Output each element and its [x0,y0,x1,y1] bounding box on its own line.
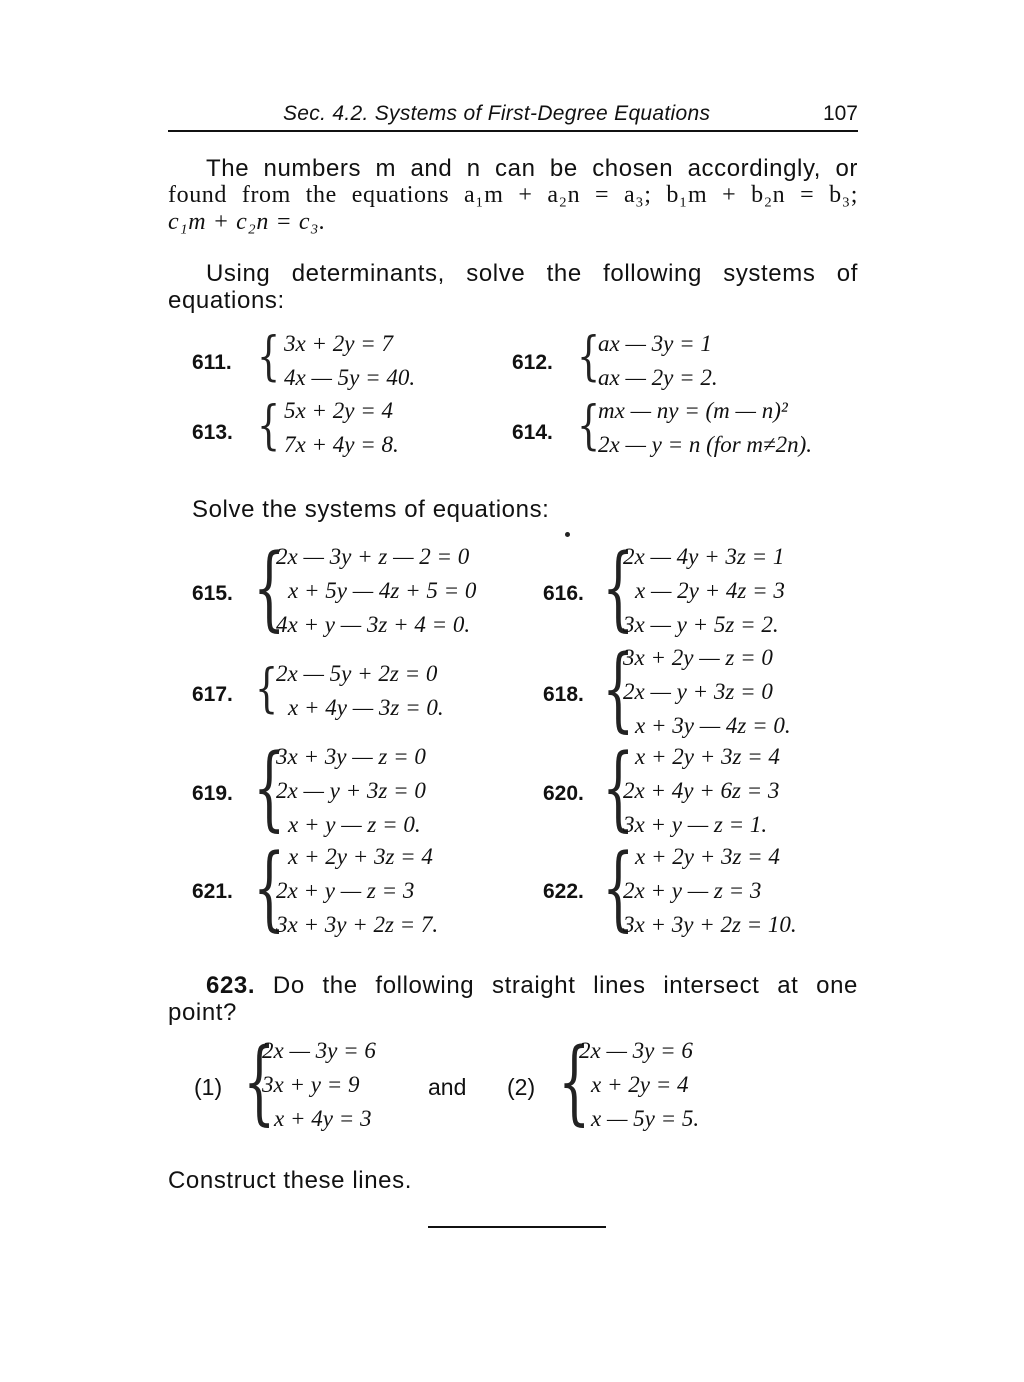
equation: 2x — y = n (for m≠2n). [598,432,813,457]
problem-623-line-1 [168,972,858,999]
equation: 2x — y + 3z = 0 [623,679,773,704]
left-brace: { [576,396,601,456]
and-word: and [428,1074,467,1100]
problem-number: 621. [192,880,233,903]
determinants-line-2: equations: [168,287,285,314]
equation: 2x — 3y = 6 [262,1038,376,1063]
equation: x — 5y = 5. [591,1106,700,1131]
equation: x + 2y + 3z = 4 [635,744,780,769]
equation: x + 2y = 4 [591,1072,689,1097]
equation: 2x — y + 3z = 0 [276,778,426,803]
equation: 3x + y = 9 [262,1072,360,1097]
equation: 2x — 3y + z — 2 = 0 [276,544,470,569]
problem-number: 612. [512,351,553,374]
problem-623-question: Do the following straight lines intersect at one [272,972,858,999]
end-rule [428,1226,606,1228]
set-label: (2) [507,1074,536,1100]
intro-line-1: The numbers m and n can be chosen accordingly, or [206,155,858,182]
equation: 3x + 2y = 7 [284,331,393,356]
problem-623-line-2: point? [168,999,237,1026]
equation: ax — 2y = 2. [598,365,718,390]
construct-text: Construct these lines. [168,1167,412,1194]
equation: 2x + y — z = 3 [276,878,415,903]
left-brace: { [602,834,635,941]
equation: x + 2y + 3z = 4 [635,844,780,869]
intro-line-3: c₁m + c₂n = c₃. [168,209,326,235]
equation: 2x — 3y = 6 [579,1038,693,1063]
determinants-paragraph [168,260,858,314]
left-brace: { [253,734,286,841]
equation: 3x + 3y + 2z = 7. [276,912,439,937]
problem-number: 614. [512,421,553,444]
problem-number: 611. [192,351,232,374]
problem-number: 617. [192,683,233,706]
equation: x + 3y — 4z = 0. [635,713,791,738]
left-brace: { [254,659,279,719]
equation: x + y — z = 0. [288,812,421,837]
equation: 7x + 4y = 8. [284,432,399,457]
problem-number: 622. [543,880,584,903]
equation: 4x — 5y = 40. [284,365,416,390]
equation: 4x + y — 3z + 4 = 0. [276,612,471,637]
equation: 2x — 5y + 2z = 0 [276,661,438,686]
equation: 3x + y — z = 1. [623,812,768,837]
left-brace: { [253,534,286,641]
left-brace: { [256,396,281,456]
problem-number: 623. [206,972,256,999]
equation: x + 2y + 3z = 4 [288,844,433,869]
left-brace: { [602,635,635,742]
problem-number: 616. [543,582,584,605]
equation: x + 4y — 3z = 0. [288,695,444,720]
left-brace: { [243,1028,276,1135]
left-brace: { [602,534,635,641]
left-brace: { [576,327,601,387]
solve-heading [192,496,692,523]
equation: x — 2y + 4z = 3 [635,578,785,603]
section-title: Sec. 4.2. Systems of First-Degree Equations [283,102,711,125]
left-brace: { [558,1028,591,1135]
equation: 2x — 4y + 3z = 1 [623,544,785,569]
problem-number: 615. [192,582,233,605]
left-brace: { [253,834,286,941]
equation: 2x + y — z = 3 [623,878,762,903]
equation: x + 4y = 3 [274,1106,372,1131]
equation: 3x — y + 5z = 2. [623,612,779,637]
problem-number: 618. [543,683,584,706]
problem-number: 613. [192,421,233,444]
equation: 2x + 4y + 6z = 3 [623,778,780,803]
equation: mx — ny = (m — n)² [598,398,788,423]
equation: ax — 3y = 1 [598,331,712,356]
set-label: (1) [194,1074,223,1100]
running-header [168,100,858,132]
page-number: 107 [822,102,858,125]
problem-number: 620. [543,782,584,805]
intro-paragraph [168,155,858,236]
equation: 3x + 3y — z = 0 [276,744,426,769]
equation: x + 5y — 4z + 5 = 0 [288,578,477,603]
equation: 3x + 2y — z = 0 [623,645,773,670]
problem-number: 619. [192,782,233,805]
left-brace: { [602,734,635,841]
intro-line-2: found from the equations a₁m + a₂n = a₃; b₁m + b₂n = b₃; [168,182,858,208]
problem-623-text [168,972,858,1026]
ink-dot [565,532,570,537]
equation: 5x + 2y = 4 [284,398,393,423]
left-brace: { [256,327,281,387]
determinants-line-1: Using determinants, solve the following systems of [206,260,858,287]
solve-heading-text: Solve the systems of equations: [192,496,550,523]
equation: 3x + 3y + 2z = 10. [623,912,797,937]
construct-paragraph [168,1167,858,1194]
